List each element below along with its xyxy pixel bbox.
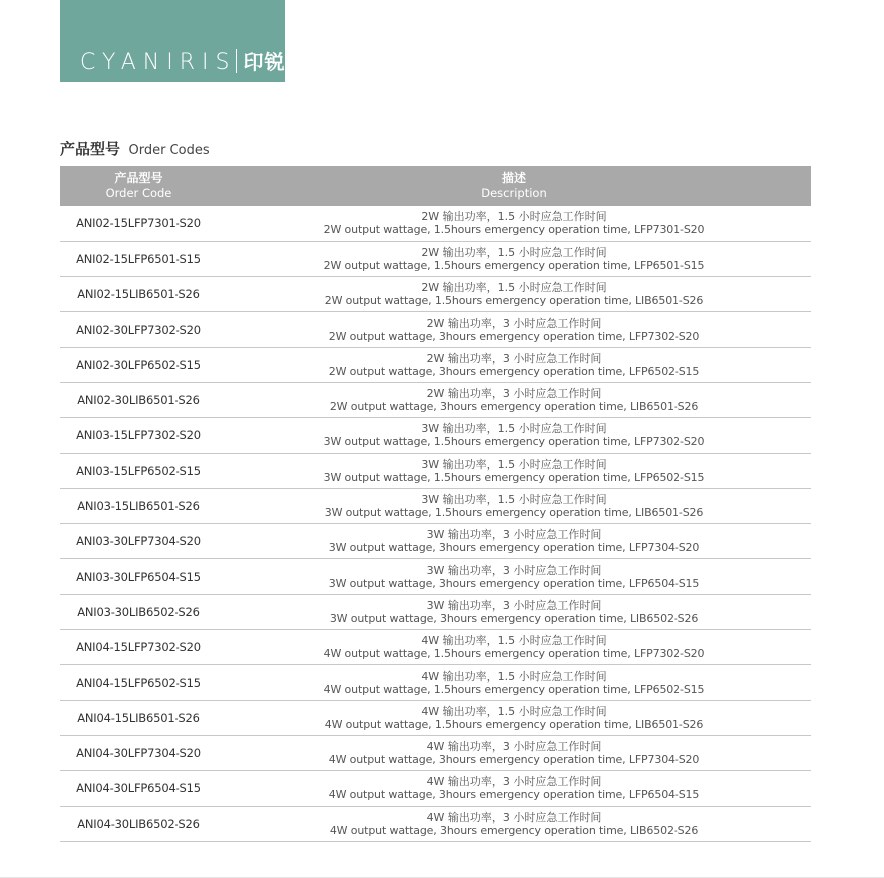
description-en: 3W output wattage, 1.5hours emergency operation time, LFP7302-S20 (323, 435, 705, 449)
description-cell (217, 488, 811, 523)
description-cell (217, 735, 811, 770)
table-row (60, 277, 811, 312)
description-cn: 4W 输出功率，1.5 小时应急工作时间 (421, 669, 607, 683)
table-row (60, 559, 811, 594)
order-code-cell: ANI04-30LFP7304-S20 (60, 735, 217, 770)
table-header-row (60, 166, 811, 206)
section-title (60, 138, 210, 159)
order-code-cell: ANI04-15LFP6502-S15 (60, 665, 217, 700)
description-cn: 4W 输出功率，3 小时应急工作时间 (426, 810, 602, 824)
description-en: 3W output wattage, 1.5hours emergency operation time, LFP6502-S15 (323, 470, 705, 484)
table-row (60, 312, 811, 347)
logo-latin: CYANIRIS (80, 50, 237, 75)
description-cn: 2W 输出功率，3 小时应急工作时间 (426, 387, 602, 401)
description-cell (217, 594, 811, 629)
order-code-cell: ANI02-30LFP7302-S20 (60, 312, 217, 347)
description-cell (217, 771, 811, 806)
description-en: 3W output wattage, 1.5hours emergency operation time, LIB6501-S26 (324, 506, 704, 520)
description-cell (217, 700, 811, 735)
description-cell (217, 206, 811, 241)
order-code-cell: ANI03-15LIB6501-S26 (60, 488, 217, 523)
description-en: 3W output wattage, 3hours emergency operation time, LFP6504-S15 (328, 576, 700, 590)
description-cell (217, 665, 811, 700)
description-cell (217, 418, 811, 453)
section-title-en: Order Codes (128, 143, 210, 158)
description-cell (217, 347, 811, 382)
logo-divider (236, 49, 237, 73)
description-cell (217, 241, 811, 276)
description-cn: 4W 输出功率，3 小时应急工作时间 (426, 740, 602, 754)
description-en: 2W output wattage, 1.5hours emergency operation time, LFP7301-S20 (323, 223, 705, 237)
table-row (60, 206, 811, 241)
description-cn: 2W 输出功率，3 小时应急工作时间 (426, 316, 602, 330)
order-code-cell: ANI02-15LIB6501-S26 (60, 277, 217, 312)
table-row (60, 488, 811, 523)
description-cn: 4W 输出功率，1.5 小时应急工作时间 (421, 634, 607, 648)
section-title-cn: 产品型号 (60, 140, 121, 158)
table-row (60, 771, 811, 806)
description-cell (217, 524, 811, 559)
order-code-cell: ANI03-30LFP6504-S15 (60, 559, 217, 594)
order-code-cell: ANI04-15LIB6501-S26 (60, 700, 217, 735)
description-cell (217, 277, 811, 312)
description-en: 4W output wattage, 3hours emergency operation time, LFP6504-S15 (328, 788, 700, 802)
description-cn: 2W 输出功率，3 小时应急工作时间 (426, 351, 602, 365)
table-row (60, 453, 811, 488)
table-row (60, 630, 811, 665)
description-cn: 3W 输出功率，3 小时应急工作时间 (426, 563, 602, 577)
description-en: 2W output wattage, 1.5hours emergency operation time, LIB6501-S26 (324, 294, 704, 308)
description-en: 2W output wattage, 1.5hours emergency operation time, LFP6501-S15 (323, 258, 705, 272)
table-row (60, 524, 811, 559)
description-cn: 2W 输出功率，1.5 小时应急工作时间 (421, 281, 607, 295)
header-description-cn: 描述 (501, 171, 526, 185)
description-en: 4W output wattage, 1.5hours emergency operation time, LIB6501-S26 (324, 717, 704, 731)
logo-wordmark (80, 48, 285, 77)
description-cn: 4W 输出功率，3 小时应急工作时间 (426, 775, 602, 789)
description-en: 2W output wattage, 3hours emergency operation time, LFP7302-S20 (328, 329, 700, 343)
logo-chinese: 印锐 (243, 50, 286, 74)
description-cn: 3W 输出功率，1.5 小时应急工作时间 (421, 457, 607, 471)
order-code-cell: ANI03-30LIB6502-S26 (60, 594, 217, 629)
order-code-cell: ANI02-30LFP6502-S15 (60, 347, 217, 382)
table-row (60, 347, 811, 382)
description-cn: 4W 输出功率，1.5 小时应急工作时间 (421, 704, 607, 718)
order-code-cell: ANI03-30LFP7304-S20 (60, 524, 217, 559)
table-row (60, 806, 811, 841)
description-cn: 3W 输出功率，3 小时应急工作时间 (426, 528, 602, 542)
table-row (60, 418, 811, 453)
header-order-code (60, 166, 217, 206)
description-cn: 3W 输出功率，1.5 小时应急工作时间 (421, 422, 607, 436)
order-code-cell: ANI03-15LFP6502-S15 (60, 453, 217, 488)
order-code-cell: ANI02-15LFP6501-S15 (60, 241, 217, 276)
description-en: 4W output wattage, 1.5hours emergency operation time, LFP7302-S20 (323, 647, 705, 661)
order-code-cell: ANI04-30LFP6504-S15 (60, 771, 217, 806)
description-en: 3W output wattage, 3hours emergency operation time, LIB6502-S26 (329, 611, 699, 625)
description-cn: 3W 输出功率，1.5 小时应急工作时间 (421, 493, 607, 507)
brand-logo (60, 0, 285, 82)
table-row (60, 735, 811, 770)
order-code-cell: ANI02-30LIB6501-S26 (60, 382, 217, 417)
description-cell (217, 312, 811, 347)
description-cn: 2W 输出功率，1.5 小时应急工作时间 (421, 210, 607, 224)
description-en: 4W output wattage, 3hours emergency operation time, LIB6502-S26 (329, 823, 699, 837)
table-row (60, 665, 811, 700)
table-row (60, 382, 811, 417)
order-code-cell: ANI04-15LFP7302-S20 (60, 630, 217, 665)
description-en: 2W output wattage, 3hours emergency operation time, LIB6501-S26 (329, 400, 699, 414)
description-en: 2W output wattage, 3hours emergency operation time, LFP6502-S15 (328, 364, 700, 378)
description-cell (217, 382, 811, 417)
description-cn: 2W 输出功率，1.5 小时应急工作时间 (421, 245, 607, 259)
order-code-cell: ANI04-30LIB6502-S26 (60, 806, 217, 841)
description-en: 4W output wattage, 3hours emergency operation time, LFP7304-S20 (328, 753, 700, 767)
description-cn: 3W 输出功率，3 小时应急工作时间 (426, 598, 602, 612)
description-cell (217, 559, 811, 594)
description-cell (217, 453, 811, 488)
header-order-code-cn: 产品型号 (114, 171, 163, 185)
table-row (60, 594, 811, 629)
header-description-en: Description (481, 186, 547, 200)
table-row (60, 241, 811, 276)
description-cell (217, 630, 811, 665)
order-codes-table (60, 166, 811, 842)
order-code-cell: ANI03-15LFP7302-S20 (60, 418, 217, 453)
description-cell (217, 806, 811, 841)
header-order-code-en: Order Code (105, 186, 172, 200)
order-code-cell: ANI02-15LFP7301-S20 (60, 206, 217, 241)
description-en: 3W output wattage, 3hours emergency operation time, LFP7304-S20 (328, 541, 700, 555)
description-en: 4W output wattage, 1.5hours emergency operation time, LFP6502-S15 (323, 682, 705, 696)
table-row (60, 700, 811, 735)
header-description (217, 166, 811, 206)
